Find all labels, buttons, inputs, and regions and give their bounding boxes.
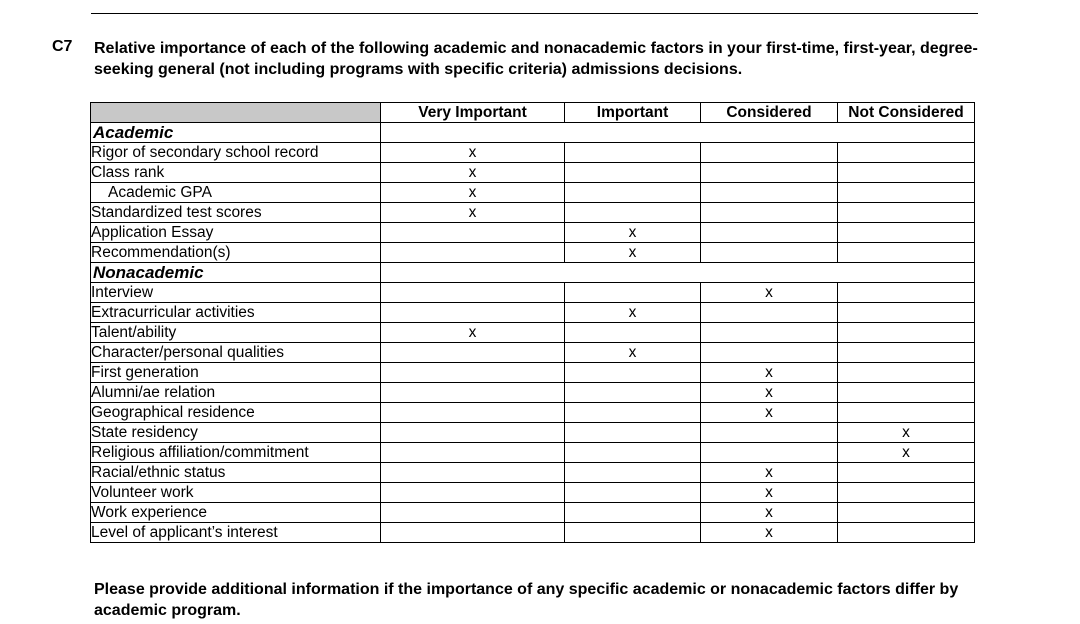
rating-mark: x <box>701 483 838 503</box>
rating-cell <box>701 223 838 243</box>
table-row <box>91 403 975 423</box>
table-row <box>91 443 975 463</box>
factor-label: Standardized test scores <box>91 203 381 223</box>
rating-mark: x <box>565 303 701 323</box>
table-row <box>91 423 975 443</box>
rating-mark: x <box>701 503 838 523</box>
factor-label: Work experience <box>91 503 381 523</box>
rating-cell <box>838 483 975 503</box>
factor-label: Rigor of secondary school record <box>91 143 381 163</box>
table-row <box>91 363 975 383</box>
rating-cell <box>838 503 975 523</box>
table-row <box>91 523 975 543</box>
section-title: Academic <box>91 123 381 143</box>
factor-label: Volunteer work <box>91 483 381 503</box>
rating-cell <box>565 483 701 503</box>
question-number: C7 <box>52 38 73 55</box>
col-header-very-important: Very Important <box>381 103 565 123</box>
rating-cell <box>838 143 975 163</box>
factor-label: Geographical residence <box>91 403 381 423</box>
section-empty-cell <box>838 263 975 283</box>
rating-cell <box>838 203 975 223</box>
factors-table <box>90 102 975 543</box>
rating-cell <box>381 483 565 503</box>
rating-cell <box>838 523 975 543</box>
section-empty-cell <box>381 263 565 283</box>
rating-cell <box>701 163 838 183</box>
rating-cell <box>381 343 565 363</box>
rating-cell <box>838 383 975 403</box>
table-row <box>91 343 975 363</box>
rating-mark: x <box>701 363 838 383</box>
table-row <box>91 463 975 483</box>
rating-cell <box>701 143 838 163</box>
table-row <box>91 143 975 163</box>
rating-cell <box>701 443 838 463</box>
rating-cell <box>565 423 701 443</box>
rating-mark: x <box>701 403 838 423</box>
rating-cell <box>381 243 565 263</box>
factor-label: First generation <box>91 363 381 383</box>
rating-mark: x <box>701 283 838 303</box>
rating-cell <box>701 343 838 363</box>
rating-cell <box>838 323 975 343</box>
col-header-not-considered: Not Considered <box>838 103 975 123</box>
rating-cell <box>701 323 838 343</box>
rating-cell <box>701 183 838 203</box>
rating-cell <box>838 363 975 383</box>
rating-cell <box>701 243 838 263</box>
table-row <box>91 223 975 243</box>
table-row <box>91 323 975 343</box>
factor-label: Class rank <box>91 163 381 183</box>
table-row <box>91 283 975 303</box>
rating-cell <box>838 163 975 183</box>
rating-cell <box>701 423 838 443</box>
rating-cell <box>381 463 565 483</box>
table-header-row <box>91 103 975 123</box>
factor-label: Recommendation(s) <box>91 243 381 263</box>
section-empty-cell <box>838 123 975 143</box>
table-row <box>91 243 975 263</box>
table-row <box>91 383 975 403</box>
rating-cell <box>838 223 975 243</box>
rating-mark: x <box>381 203 565 223</box>
top-rule <box>91 13 978 14</box>
factor-label: Alumni/ae relation <box>91 383 381 403</box>
section-empty-cell <box>701 263 838 283</box>
section-empty-cell <box>565 263 701 283</box>
rating-cell <box>565 323 701 343</box>
table-row <box>91 203 975 223</box>
rating-cell <box>565 443 701 463</box>
section-empty-cell <box>381 123 565 143</box>
table-row <box>91 483 975 503</box>
rating-cell <box>565 203 701 223</box>
rating-cell <box>565 463 701 483</box>
factor-label: Religious affiliation/commitment <box>91 443 381 463</box>
header-blank-cell <box>91 103 381 123</box>
table-row <box>91 183 975 203</box>
rating-cell <box>381 523 565 543</box>
rating-cell <box>381 223 565 243</box>
rating-cell <box>565 503 701 523</box>
rating-mark: x <box>701 463 838 483</box>
section-empty-cell <box>565 123 701 143</box>
rating-mark: x <box>381 183 565 203</box>
factor-label: Academic GPA <box>91 183 381 203</box>
factor-label: Interview <box>91 283 381 303</box>
rating-cell <box>838 463 975 483</box>
rating-mark: x <box>381 163 565 183</box>
rating-cell <box>565 163 701 183</box>
table-row <box>91 503 975 523</box>
rating-cell <box>565 143 701 163</box>
factor-label: Character/personal qualities <box>91 343 381 363</box>
rating-mark: x <box>381 143 565 163</box>
rating-cell <box>381 423 565 443</box>
section-title: Nonacademic <box>91 263 381 283</box>
question-text: Relative importance of each of the following academic and nonacademic factors in your first-time, first-year, degree-seeking general (not including programs with specific criteria) admissions decisions. <box>94 40 978 78</box>
rating-cell <box>381 303 565 323</box>
factor-label: Extracurricular activities <box>91 303 381 323</box>
rating-mark: x <box>838 443 975 463</box>
rating-mark: x <box>701 383 838 403</box>
additional-info-note: Please provide additional information if the importance of any specific academic or nonacademic factors differ by academic program. <box>94 581 959 619</box>
section-empty-cell <box>701 123 838 143</box>
rating-cell <box>381 443 565 463</box>
factor-label: Racial/ethnic status <box>91 463 381 483</box>
rating-cell <box>381 503 565 523</box>
rating-cell <box>838 343 975 363</box>
rating-mark: x <box>565 243 701 263</box>
col-header-important: Important <box>565 103 701 123</box>
rating-cell <box>565 403 701 423</box>
rating-cell <box>838 183 975 203</box>
rating-cell <box>838 283 975 303</box>
rating-mark: x <box>381 323 565 343</box>
rating-cell <box>565 363 701 383</box>
table-row <box>91 163 975 183</box>
rating-mark: x <box>565 343 701 363</box>
section-row <box>91 263 975 283</box>
col-header-considered: Considered <box>701 103 838 123</box>
factors-body <box>91 123 975 543</box>
rating-cell <box>838 243 975 263</box>
rating-cell <box>381 403 565 423</box>
factor-label: State residency <box>91 423 381 443</box>
rating-cell <box>701 303 838 323</box>
rating-cell <box>701 203 838 223</box>
rating-cell <box>838 303 975 323</box>
rating-mark: x <box>701 523 838 543</box>
factor-label: Application Essay <box>91 223 381 243</box>
factor-label: Talent/ability <box>91 323 381 343</box>
rating-mark: x <box>838 423 975 443</box>
rating-cell <box>381 363 565 383</box>
rating-mark: x <box>565 223 701 243</box>
rating-cell <box>381 283 565 303</box>
rating-cell <box>838 403 975 423</box>
factor-label: Level of applicant’s interest <box>91 523 381 543</box>
rating-cell <box>381 383 565 403</box>
rating-cell <box>565 383 701 403</box>
rating-cell <box>565 183 701 203</box>
table-row <box>91 303 975 323</box>
rating-cell <box>565 283 701 303</box>
rating-cell <box>565 523 701 543</box>
section-row <box>91 123 975 143</box>
